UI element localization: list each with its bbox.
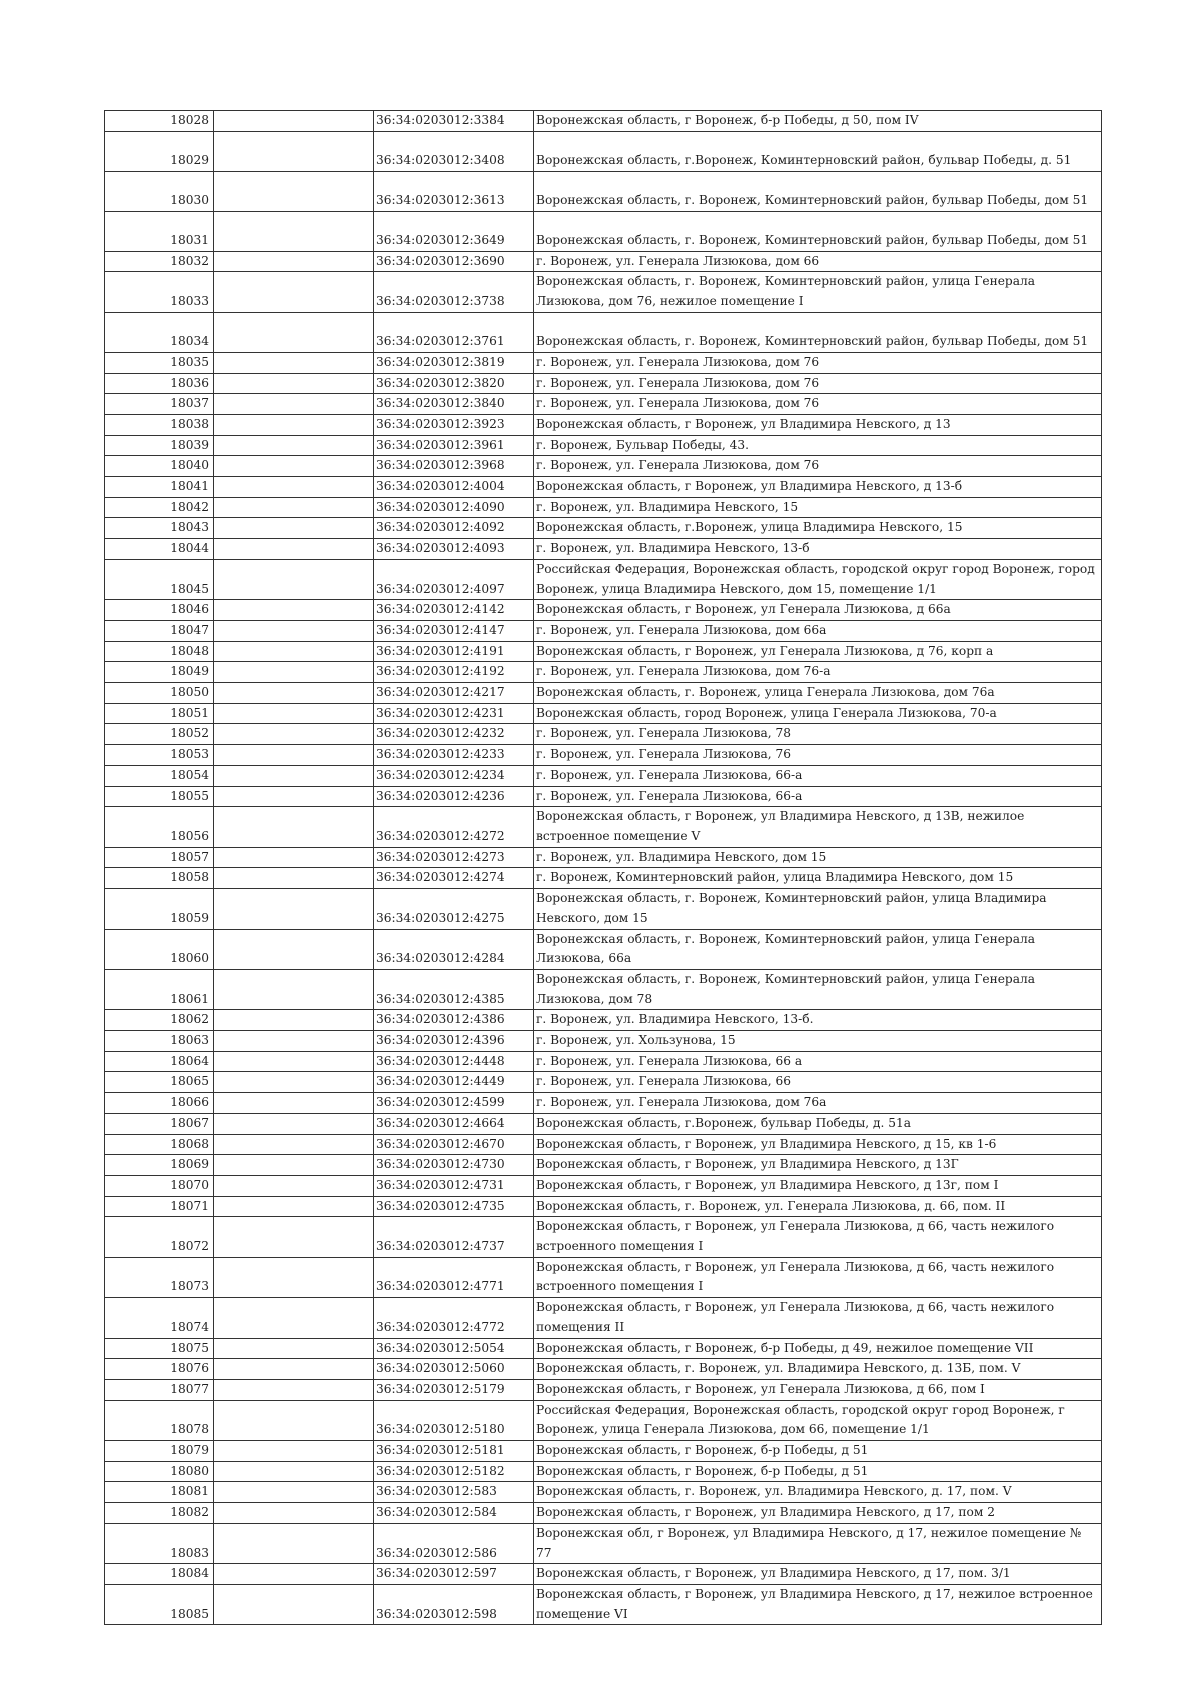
table-row (105, 497, 1102, 518)
empty-cell (214, 251, 374, 272)
table-row (105, 456, 1102, 477)
address-cell: г. Воронеж, ул. Владимира Невского, 13-б (534, 539, 1102, 560)
address-cell: Воронежская область, г. Воронеж, Коминтерновский район, бульвар Победы, дом 51 (534, 211, 1102, 251)
table-row (105, 807, 1102, 847)
empty-cell (214, 1155, 374, 1176)
empty-cell (214, 518, 374, 539)
address-cell: г. Воронеж, ул. Генерала Лизюкова, 66 (534, 1072, 1102, 1093)
address-cell: Воронежская область, г. Воронеж, Коминтерновский район, улица Генерала Лизюкова, дом 76, нежилое помещение I (534, 272, 1102, 312)
cadastral-number-cell: 36:34:0203012:4275 (374, 889, 534, 929)
cadastral-number-cell: 36:34:0203012:3649 (374, 211, 534, 251)
table-row (105, 1196, 1102, 1217)
row-number-cell: 18032 (105, 251, 214, 272)
empty-cell (214, 539, 374, 560)
address-cell: г. Воронеж, ул. Генерала Лизюкова, дом 76 (534, 394, 1102, 415)
cadastral-number-cell: 36:34:0203012:4004 (374, 477, 534, 498)
table-row (105, 745, 1102, 766)
table-row (105, 539, 1102, 560)
empty-cell (214, 724, 374, 745)
row-number-cell: 18045 (105, 559, 214, 599)
address-cell: Воронежская обл, г Воронеж, ул Владимира Невского, д 17, нежилое помещение № 77 (534, 1523, 1102, 1563)
table-row (105, 786, 1102, 807)
empty-cell (214, 1217, 374, 1257)
registry-table (104, 110, 1102, 1625)
cadastral-number-cell: 36:34:0203012:3819 (374, 352, 534, 373)
row-number-cell: 18051 (105, 703, 214, 724)
empty-cell (214, 171, 374, 211)
row-number-cell: 18054 (105, 765, 214, 786)
cadastral-number-cell: 36:34:0203012:4664 (374, 1113, 534, 1134)
address-cell: г. Воронеж, Коминтерновский район, улица Владимира Невского, дом 15 (534, 868, 1102, 889)
empty-cell (214, 786, 374, 807)
address-cell: Воронежская область, г Воронеж, б-р Победы, д 51 (534, 1461, 1102, 1482)
address-cell: Воронежская область, г. Воронеж, улица Генерала Лизюкова, дом 76а (534, 683, 1102, 704)
address-cell: г. Воронеж, ул. Генерала Лизюкова, дом 76 (534, 456, 1102, 477)
row-number-cell: 18029 (105, 131, 214, 171)
table-row (105, 131, 1102, 171)
cadastral-number-cell: 36:34:0203012:4231 (374, 703, 534, 724)
cadastral-number-cell: 36:34:0203012:3961 (374, 435, 534, 456)
cadastral-number-cell: 36:34:0203012:4233 (374, 745, 534, 766)
table-row (105, 1338, 1102, 1359)
row-number-cell: 18058 (105, 868, 214, 889)
row-number-cell: 18053 (105, 745, 214, 766)
row-number-cell: 18030 (105, 171, 214, 211)
table-row (105, 1051, 1102, 1072)
row-number-cell: 18067 (105, 1113, 214, 1134)
empty-cell (214, 211, 374, 251)
empty-cell (214, 1031, 374, 1052)
row-number-cell: 18064 (105, 1051, 214, 1072)
empty-cell (214, 414, 374, 435)
cadastral-number-cell: 36:34:0203012:4090 (374, 497, 534, 518)
cadastral-number-cell: 36:34:0203012:5180 (374, 1400, 534, 1440)
address-cell: Воронежская область, г. Воронеж, ул. Владимира Невского, д. 13Б, пом. V (534, 1359, 1102, 1380)
cadastral-number-cell: 36:34:0203012:3840 (374, 394, 534, 415)
row-number-cell: 18044 (105, 539, 214, 560)
address-cell: Воронежская область, г.Воронеж, бульвар Победы, д. 51а (534, 1113, 1102, 1134)
empty-cell (214, 1298, 374, 1338)
empty-cell (214, 620, 374, 641)
row-number-cell: 18079 (105, 1441, 214, 1462)
table-row (105, 724, 1102, 745)
cadastral-number-cell: 36:34:0203012:597 (374, 1564, 534, 1585)
row-number-cell: 18033 (105, 272, 214, 312)
row-number-cell: 18065 (105, 1072, 214, 1093)
table-row (105, 312, 1102, 352)
cadastral-number-cell: 36:34:0203012:3738 (374, 272, 534, 312)
address-cell: Воронежская область, г Воронеж, ул Генерала Лизюкова, д 66а (534, 600, 1102, 621)
table-row (105, 373, 1102, 394)
cadastral-number-cell: 36:34:0203012:586 (374, 1523, 534, 1563)
address-cell: Воронежская область, г. Воронеж, Коминтерновский район, улица Генерала Лизюкова, дом 78 (534, 969, 1102, 1009)
address-cell: Воронежская область, г Воронеж, б-р Победы, д 50, пом IV (534, 111, 1102, 132)
address-cell: Воронежская область, г Воронеж, б-р Победы, д 51 (534, 1441, 1102, 1462)
row-number-cell: 18066 (105, 1093, 214, 1114)
empty-cell (214, 1175, 374, 1196)
cadastral-number-cell: 36:34:0203012:4735 (374, 1196, 534, 1217)
address-cell: г. Воронеж, ул. Генерала Лизюкова, дом 66а (534, 620, 1102, 641)
row-number-cell: 18046 (105, 600, 214, 621)
address-cell: Российская Федерация, Воронежская область, городской округ город Воронеж, город Воронеж, улица Владимира Невского, дом 15, помещение 1/1 (534, 559, 1102, 599)
empty-cell (214, 683, 374, 704)
empty-cell (214, 745, 374, 766)
row-number-cell: 18078 (105, 1400, 214, 1440)
table-row (105, 1585, 1102, 1625)
empty-cell (214, 641, 374, 662)
cadastral-number-cell: 36:34:0203012:4191 (374, 641, 534, 662)
address-cell: г. Воронеж, ул. Генерала Лизюкова, дом 76а (534, 1093, 1102, 1114)
row-number-cell: 18036 (105, 373, 214, 394)
empty-cell (214, 807, 374, 847)
row-number-cell: 18038 (105, 414, 214, 435)
table-row (105, 1010, 1102, 1031)
address-cell: Воронежская область, г Воронеж, ул Генерала Лизюкова, д 66, пом I (534, 1379, 1102, 1400)
address-cell: Воронежская область, г Воронеж, ул Генерала Лизюкова, д 66, часть нежилого помещения II (534, 1298, 1102, 1338)
table-row (105, 703, 1102, 724)
empty-cell (214, 1113, 374, 1134)
empty-cell (214, 929, 374, 969)
address-cell: Воронежская область, г.Воронеж, улица Владимира Невского, 15 (534, 518, 1102, 539)
cadastral-number-cell: 36:34:0203012:4092 (374, 518, 534, 539)
address-cell: Воронежская область, г Воронеж, ул Генерала Лизюкова, д 76, корп а (534, 641, 1102, 662)
cadastral-number-cell: 36:34:0203012:4284 (374, 929, 534, 969)
row-number-cell: 18057 (105, 847, 214, 868)
cadastral-number-cell: 36:34:0203012:4385 (374, 969, 534, 1009)
empty-cell (214, 352, 374, 373)
row-number-cell: 18040 (105, 456, 214, 477)
address-cell: г. Воронеж, ул. Генерала Лизюкова, дом 66 (534, 251, 1102, 272)
address-cell: г. Воронеж, ул. Генерала Лизюкова, 78 (534, 724, 1102, 745)
cadastral-number-cell: 36:34:0203012:4274 (374, 868, 534, 889)
table-row (105, 889, 1102, 929)
table-row (105, 518, 1102, 539)
row-number-cell: 18043 (105, 518, 214, 539)
row-number-cell: 18075 (105, 1338, 214, 1359)
empty-cell (214, 559, 374, 599)
empty-cell (214, 373, 374, 394)
row-number-cell: 18080 (105, 1461, 214, 1482)
table-row (105, 1564, 1102, 1585)
address-cell: Воронежская область, г Воронеж, ул Владимира Невского, д 13г, пом I (534, 1175, 1102, 1196)
address-cell: Воронежская область, г. Воронеж, ул. Владимира Невского, д. 17, пом. V (534, 1482, 1102, 1503)
empty-cell (214, 1359, 374, 1380)
address-cell: Воронежская область, г Воронеж, ул Владимира Невского, д 13 (534, 414, 1102, 435)
table-row (105, 211, 1102, 251)
address-cell: Воронежская область, г. Воронеж, Коминтерновский район, бульвар Победы, дом 51 (534, 171, 1102, 211)
address-cell: г. Воронеж, ул. Хользунова, 15 (534, 1031, 1102, 1052)
cadastral-number-cell: 36:34:0203012:4731 (374, 1175, 534, 1196)
address-cell: г. Воронеж, ул. Владимира Невского, 13-б. (534, 1010, 1102, 1031)
empty-cell (214, 1379, 374, 1400)
address-cell: Воронежская область, г Воронеж, б-р Победы, д 49, нежилое помещение VII (534, 1338, 1102, 1359)
address-cell: г. Воронеж, ул. Генерала Лизюкова, 76 (534, 745, 1102, 766)
empty-cell (214, 312, 374, 352)
cadastral-number-cell: 36:34:0203012:5054 (374, 1338, 534, 1359)
table-row (105, 1134, 1102, 1155)
row-number-cell: 18074 (105, 1298, 214, 1338)
table-row (105, 352, 1102, 373)
empty-cell (214, 1400, 374, 1440)
address-cell: Воронежская область, г. Воронеж, Коминтерновский район, улица Владимира Невского, дом 15 (534, 889, 1102, 929)
row-number-cell: 18055 (105, 786, 214, 807)
empty-cell (214, 1134, 374, 1155)
cadastral-number-cell: 36:34:0203012:4771 (374, 1257, 534, 1297)
table-row (105, 620, 1102, 641)
row-number-cell: 18048 (105, 641, 214, 662)
empty-cell (214, 1482, 374, 1503)
cadastral-number-cell: 36:34:0203012:4217 (374, 683, 534, 704)
table-row (105, 765, 1102, 786)
table-row (105, 1523, 1102, 1563)
address-cell: г. Воронеж, ул. Генерала Лизюкова, дом 76-а (534, 662, 1102, 683)
table-row (105, 1503, 1102, 1524)
empty-cell (214, 600, 374, 621)
row-number-cell: 18085 (105, 1585, 214, 1625)
row-number-cell: 18060 (105, 929, 214, 969)
empty-cell (214, 1523, 374, 1563)
cadastral-number-cell: 36:34:0203012:4730 (374, 1155, 534, 1176)
empty-cell (214, 1257, 374, 1297)
cadastral-number-cell: 36:34:0203012:4093 (374, 539, 534, 560)
cadastral-number-cell: 36:34:0203012:5182 (374, 1461, 534, 1482)
address-cell: Воронежская область, г Воронеж, ул Владимира Невского, д 13В, нежилое встроенное помещение V (534, 807, 1102, 847)
row-number-cell: 18083 (105, 1523, 214, 1563)
address-cell: Воронежская область, г Воронеж, ул Владимира Невского, д 13Г (534, 1155, 1102, 1176)
cadastral-number-cell: 36:34:0203012:4272 (374, 807, 534, 847)
address-cell: г. Воронеж, ул. Генерала Лизюкова, 66-а (534, 786, 1102, 807)
cadastral-number-cell: 36:34:0203012:3613 (374, 171, 534, 211)
row-number-cell: 18073 (105, 1257, 214, 1297)
cadastral-number-cell: 36:34:0203012:3690 (374, 251, 534, 272)
table-row (105, 868, 1102, 889)
empty-cell (214, 969, 374, 1009)
table-row (105, 1217, 1102, 1257)
empty-cell (214, 703, 374, 724)
row-number-cell: 18062 (105, 1010, 214, 1031)
empty-cell (214, 1585, 374, 1625)
cadastral-number-cell: 36:34:0203012:4599 (374, 1093, 534, 1114)
table-row (105, 929, 1102, 969)
cadastral-number-cell: 36:34:0203012:3761 (374, 312, 534, 352)
cadastral-number-cell: 36:34:0203012:3384 (374, 111, 534, 132)
row-number-cell: 18031 (105, 211, 214, 251)
table-row (105, 683, 1102, 704)
row-number-cell: 18077 (105, 1379, 214, 1400)
empty-cell (214, 889, 374, 929)
table-row (105, 1482, 1102, 1503)
row-number-cell: 18081 (105, 1482, 214, 1503)
empty-cell (214, 847, 374, 868)
address-cell: Воронежская область, г.Воронеж, Коминтерновский район, бульвар Победы, д. 51 (534, 131, 1102, 171)
empty-cell (214, 1093, 374, 1114)
row-number-cell: 18039 (105, 435, 214, 456)
row-number-cell: 18070 (105, 1175, 214, 1196)
table-row (105, 1093, 1102, 1114)
table-row (105, 1072, 1102, 1093)
empty-cell (214, 111, 374, 132)
cadastral-number-cell: 36:34:0203012:4142 (374, 600, 534, 621)
address-cell: Воронежская область, г. Воронеж, ул. Генерала Лизюкова, д. 66, пом. II (534, 1196, 1102, 1217)
address-cell: г. Воронеж, ул. Владимира Невского, 15 (534, 497, 1102, 518)
cadastral-number-cell: 36:34:0203012:4147 (374, 620, 534, 641)
cadastral-number-cell: 36:34:0203012:4232 (374, 724, 534, 745)
empty-cell (214, 477, 374, 498)
cadastral-number-cell: 36:34:0203012:3408 (374, 131, 534, 171)
cadastral-number-cell: 36:34:0203012:4192 (374, 662, 534, 683)
cadastral-number-cell: 36:34:0203012:4236 (374, 786, 534, 807)
address-cell: Воронежская область, г Воронеж, ул Владимира Невского, д 13-б (534, 477, 1102, 498)
empty-cell (214, 662, 374, 683)
cadastral-number-cell: 36:34:0203012:4737 (374, 1217, 534, 1257)
empty-cell (214, 1461, 374, 1482)
table-row (105, 1441, 1102, 1462)
empty-cell (214, 868, 374, 889)
address-cell: Воронежская область, г Воронеж, ул Владимира Невского, д 17, нежилое встроенное помещение VI (534, 1585, 1102, 1625)
cadastral-number-cell: 36:34:0203012:5179 (374, 1379, 534, 1400)
cadastral-number-cell: 36:34:0203012:583 (374, 1482, 534, 1503)
row-number-cell: 18056 (105, 807, 214, 847)
cadastral-number-cell: 36:34:0203012:4097 (374, 559, 534, 599)
address-cell: Воронежская область, г. Воронеж, Коминтерновский район, улица Генерала Лизюкова, 66а (534, 929, 1102, 969)
table-row (105, 847, 1102, 868)
row-number-cell: 18082 (105, 1503, 214, 1524)
table-row (105, 1379, 1102, 1400)
table-row (105, 477, 1102, 498)
table-row (105, 414, 1102, 435)
table-row (105, 251, 1102, 272)
empty-cell (214, 1441, 374, 1462)
cadastral-number-cell: 36:34:0203012:4234 (374, 765, 534, 786)
empty-cell (214, 1196, 374, 1217)
empty-cell (214, 394, 374, 415)
row-number-cell: 18061 (105, 969, 214, 1009)
row-number-cell: 18063 (105, 1031, 214, 1052)
address-cell: г. Воронеж, ул. Владимира Невского, дом 15 (534, 847, 1102, 868)
row-number-cell: 18069 (105, 1155, 214, 1176)
row-number-cell: 18047 (105, 620, 214, 641)
empty-cell (214, 456, 374, 477)
address-cell: г. Воронеж, ул. Генерала Лизюкова, 66-а (534, 765, 1102, 786)
row-number-cell: 18050 (105, 683, 214, 704)
table-row (105, 559, 1102, 599)
row-number-cell: 18052 (105, 724, 214, 745)
empty-cell (214, 1010, 374, 1031)
table-row (105, 1257, 1102, 1297)
cadastral-number-cell: 36:34:0203012:598 (374, 1585, 534, 1625)
table-row (105, 969, 1102, 1009)
table-row (105, 641, 1102, 662)
table-row (105, 1298, 1102, 1338)
table-row (105, 1155, 1102, 1176)
table-row (105, 1400, 1102, 1440)
address-cell: Воронежская область, г. Воронеж, Коминтерновский район, бульвар Победы, дом 51 (534, 312, 1102, 352)
row-number-cell: 18084 (105, 1564, 214, 1585)
cadastral-number-cell: 36:34:0203012:3923 (374, 414, 534, 435)
row-number-cell: 18035 (105, 352, 214, 373)
empty-cell (214, 131, 374, 171)
address-cell: Воронежская область, г Воронеж, ул Генерала Лизюкова, д 66, часть нежилого встроенного помещения I (534, 1257, 1102, 1297)
cadastral-number-cell: 36:34:0203012:3820 (374, 373, 534, 394)
address-cell: г. Воронеж, ул. Генерала Лизюкова, дом 76 (534, 373, 1102, 394)
address-cell: г. Воронеж, ул. Генерала Лизюкова, дом 76 (534, 352, 1102, 373)
address-cell: Воронежская область, г Воронеж, ул Владимира Невского, д 17, пом 2 (534, 1503, 1102, 1524)
cadastral-number-cell: 36:34:0203012:5181 (374, 1441, 534, 1462)
row-number-cell: 18037 (105, 394, 214, 415)
empty-cell (214, 1072, 374, 1093)
registry-table-body (105, 111, 1102, 1625)
empty-cell (214, 1503, 374, 1524)
table-row (105, 600, 1102, 621)
cadastral-number-cell: 36:34:0203012:4772 (374, 1298, 534, 1338)
empty-cell (214, 1051, 374, 1072)
table-row (105, 171, 1102, 211)
cadastral-number-cell: 36:34:0203012:584 (374, 1503, 534, 1524)
row-number-cell: 18071 (105, 1196, 214, 1217)
table-row (105, 111, 1102, 132)
table-row (105, 394, 1102, 415)
empty-cell (214, 765, 374, 786)
address-cell: г. Воронеж, ул. Генерала Лизюкова, 66 а (534, 1051, 1102, 1072)
empty-cell (214, 435, 374, 456)
row-number-cell: 18041 (105, 477, 214, 498)
row-number-cell: 18042 (105, 497, 214, 518)
row-number-cell: 18028 (105, 111, 214, 132)
address-cell: Воронежская область, г Воронеж, ул Генерала Лизюкова, д 66, часть нежилого встроенного помещения I (534, 1217, 1102, 1257)
address-cell: Воронежская область, г Воронеж, ул Владимира Невского, д 17, пом. 3/1 (534, 1564, 1102, 1585)
row-number-cell: 18049 (105, 662, 214, 683)
table-row (105, 1113, 1102, 1134)
address-cell: Российская Федерация, Воронежская область, городской округ город Воронеж, г Воронеж, улица Генерала Лизюкова, дом 66, помещение 1/1 (534, 1400, 1102, 1440)
table-row (105, 272, 1102, 312)
cadastral-number-cell: 36:34:0203012:3968 (374, 456, 534, 477)
cadastral-number-cell: 36:34:0203012:4448 (374, 1051, 534, 1072)
address-cell: г. Воронеж, Бульвар Победы, 43. (534, 435, 1102, 456)
table-row (105, 1175, 1102, 1196)
address-cell: Воронежская область, г Воронеж, ул Владимира Невского, д 15, кв 1-6 (534, 1134, 1102, 1155)
row-number-cell: 18076 (105, 1359, 214, 1380)
table-row (105, 662, 1102, 683)
cadastral-number-cell: 36:34:0203012:4396 (374, 1031, 534, 1052)
cadastral-number-cell: 36:34:0203012:4273 (374, 847, 534, 868)
table-row (105, 435, 1102, 456)
cadastral-number-cell: 36:34:0203012:4670 (374, 1134, 534, 1155)
row-number-cell: 18059 (105, 889, 214, 929)
cadastral-number-cell: 36:34:0203012:5060 (374, 1359, 534, 1380)
table-row (105, 1031, 1102, 1052)
empty-cell (214, 1338, 374, 1359)
address-cell: Воронежская область, город Воронеж, улица Генерала Лизюкова, 70-а (534, 703, 1102, 724)
row-number-cell: 18068 (105, 1134, 214, 1155)
empty-cell (214, 272, 374, 312)
row-number-cell: 18072 (105, 1217, 214, 1257)
cadastral-number-cell: 36:34:0203012:4449 (374, 1072, 534, 1093)
empty-cell (214, 1564, 374, 1585)
table-row (105, 1461, 1102, 1482)
row-number-cell: 18034 (105, 312, 214, 352)
table-row (105, 1359, 1102, 1380)
cadastral-number-cell: 36:34:0203012:4386 (374, 1010, 534, 1031)
empty-cell (214, 497, 374, 518)
